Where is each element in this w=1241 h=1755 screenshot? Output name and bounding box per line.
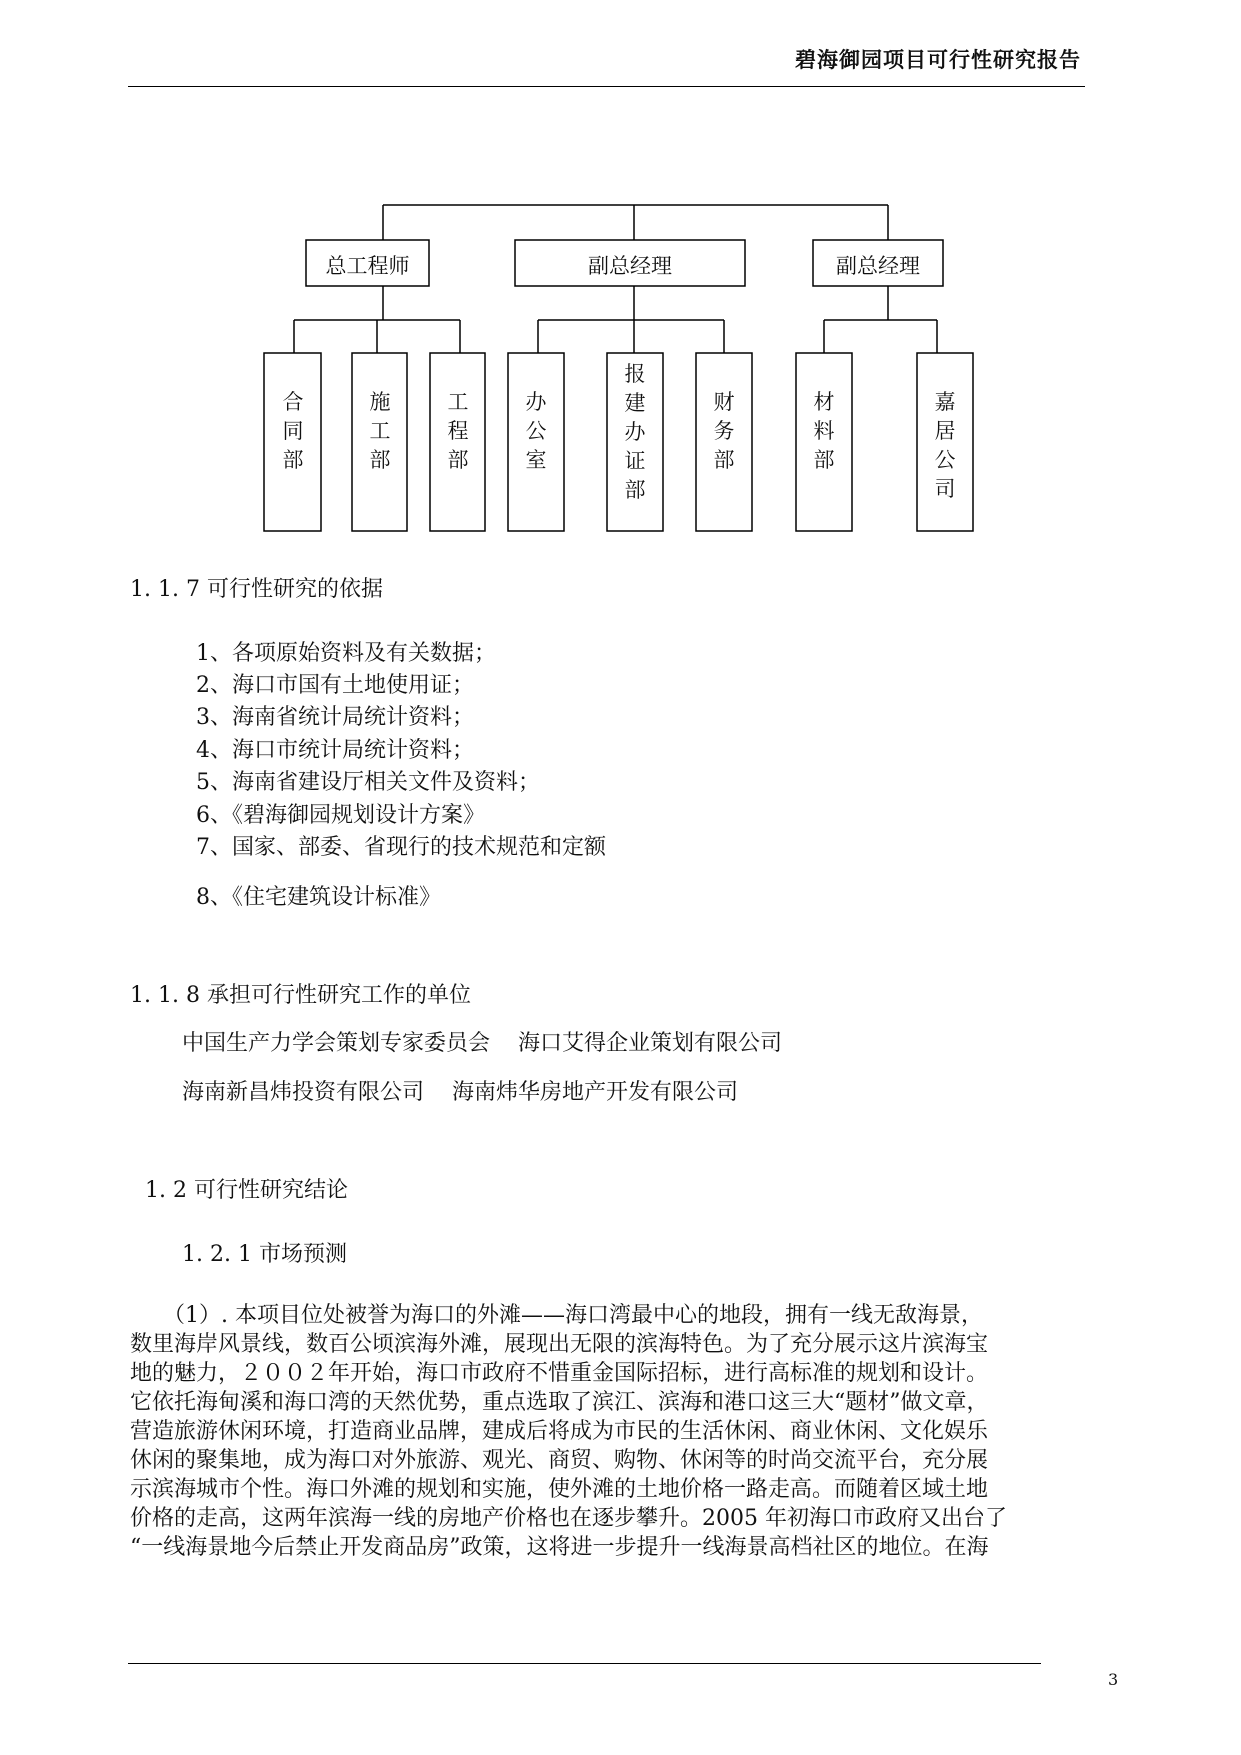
org-box-deputy-gm-2: 副总经理 — [836, 254, 920, 278]
paragraph-line: 地的魅力，２００２年开始，海口市政府不惜重金国际招标，进行高标准的规划和设计。 — [130, 1361, 989, 1386]
dept-jiaju: 嘉居公司 — [934, 390, 956, 501]
basis-item-1: 1、各项原始资料及有关数据； — [196, 641, 496, 666]
paragraph-line: 价格的走高，这两年滨海一线的房地产价格也在逐步攀升。2005 年初海口市政府又出台了 — [130, 1506, 1007, 1531]
paragraph-line: 它依托海甸溪和海口湾的天然优势，重点选取了滨江、滨海和港口这三大“题材”做文章， — [130, 1390, 989, 1415]
paragraph-line: “一线海景地今后禁止开发商品房”政策，这将进一步提升一线海景高档社区的地位。在海 — [130, 1535, 989, 1560]
dept-office: 办公室 — [525, 390, 547, 472]
page-number: 3 — [1108, 1670, 1119, 1689]
dept-finance: 财务部 — [713, 390, 735, 472]
organization-line-2: 海南新昌炜投资有限公司 海南炜华房地产开发有限公司 — [182, 1080, 738, 1105]
basis-item-6: 6、《碧海御园规划设计方案》 — [196, 803, 485, 828]
paragraph-line: 营造旅游休闲环境，打造商业品牌，建成后将成为市民的生活休闲、商业休闲、文化娱乐 — [130, 1419, 989, 1444]
basis-item-2: 2、海口市国有土地使用证； — [196, 673, 474, 698]
dept-engineering: 工程部 — [447, 390, 469, 472]
org-box-deputy-gm-1: 副总经理 — [588, 254, 672, 278]
basis-item-8: 8、《住宅建筑设计标准》 — [196, 885, 441, 910]
dept-materials: 材料部 — [813, 390, 835, 472]
paragraph-line: （1）. 本项目位处被誉为海口的外滩——海口湾最中心的地段，拥有一线无敌海景， — [130, 1303, 983, 1328]
paragraph-line: 示滨海城市个性。海口外滩的规划和实施，使外滩的土地价格一路走高。而随着区域土地 — [130, 1477, 989, 1502]
basis-item-3: 3、海南省统计局统计资料； — [196, 705, 474, 730]
section-121-heading: 1. 2. 1 市场预测 — [182, 1242, 347, 1267]
section-12-heading: 1. 2 可行性研究结论 — [145, 1178, 348, 1203]
dept-construction: 施工部 — [369, 390, 391, 472]
org-box-chief-engineer: 总工程师 — [325, 254, 410, 278]
organization-line-1: 中国生产力学会策划专家委员会 海口艾得企业策划有限公司 — [182, 1031, 782, 1056]
dept-contract: 合同部 — [282, 390, 304, 472]
paragraph-line: 休闲的聚集地，成为海口对外旅游、观光、商贸、购物、休闲等的时尚交流平台，充分展 — [130, 1448, 989, 1473]
section-118-heading: 1. 1. 8 承担可行性研究工作的单位 — [130, 983, 471, 1008]
paragraph-line: 数里海岸风景线，数百公顷滨海外滩，展现出无限的滨海特色。为了充分展示这片滨海宝 — [130, 1332, 989, 1357]
basis-item-7: 7、国家、部委、省现行的技术规范和定额 — [196, 835, 606, 860]
footer-rule — [128, 1663, 1041, 1664]
section-117-heading: 1. 1. 7 可行性研究的依据 — [130, 577, 383, 602]
dept-permit: 报建办证部 — [624, 362, 646, 502]
basis-item-5: 5、海南省建设厅相关文件及资料； — [196, 770, 540, 795]
market-forecast-paragraph — [130, 1301, 1120, 1562]
basis-item-4: 4、海口市统计局统计资料； — [196, 738, 474, 763]
document-header-title: 碧海御园项目可行性研究报告 — [795, 48, 1081, 72]
